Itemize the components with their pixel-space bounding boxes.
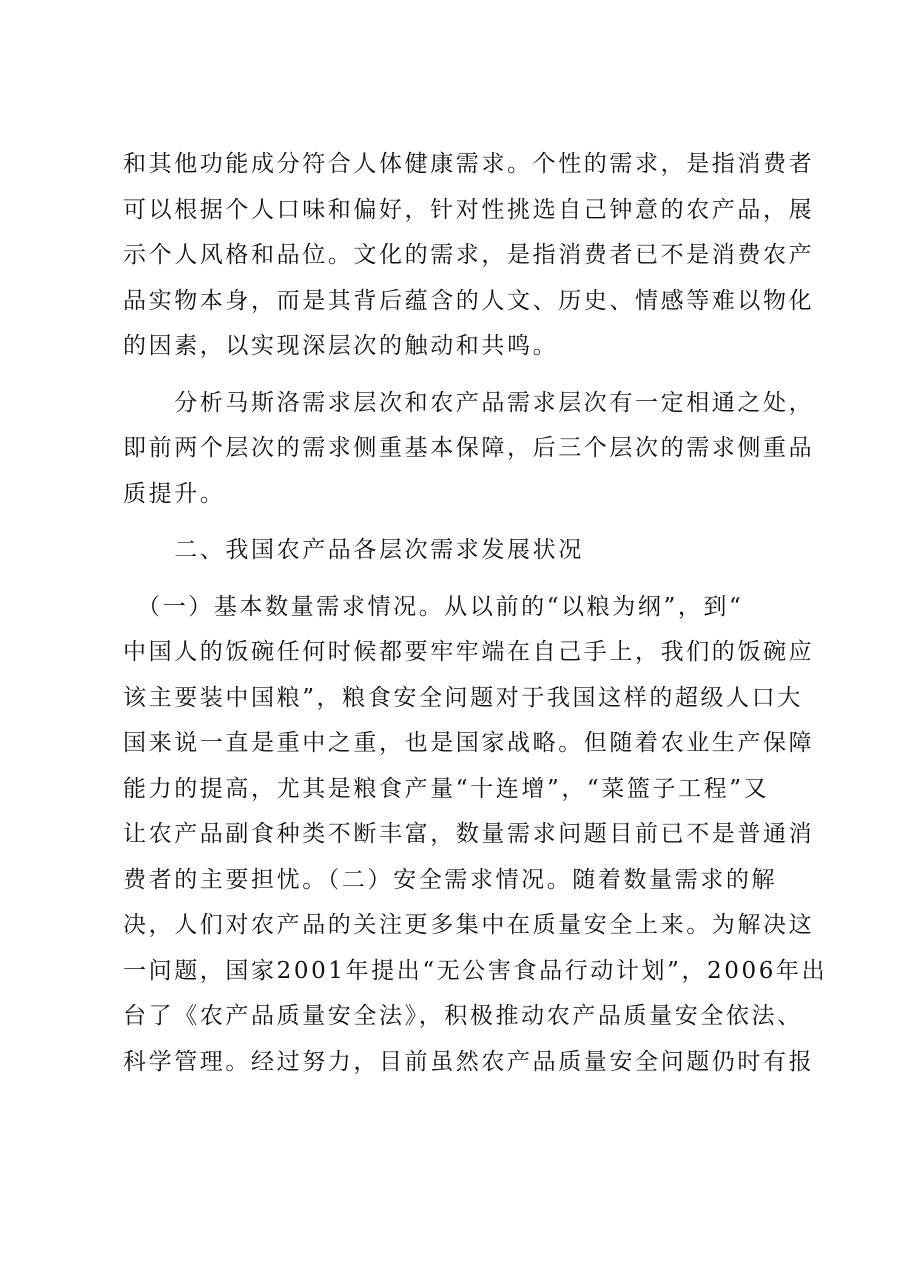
text-line: 能力的提高，尤其是粮食产量“十连增”，“菜篮子工程”又 bbox=[123, 775, 770, 802]
text-line: 质提升。 bbox=[123, 480, 226, 507]
text-line: 让农产品副食种类不断丰富，数量需求问题目前已不是普通消 bbox=[123, 821, 815, 847]
text-line: 示个人风格和品位。文化的需求，是指消费者已不是消费农产 bbox=[123, 242, 815, 268]
text-line: 国来说一直是重中之重，也是国家战略。但随着农业生产保障 bbox=[123, 730, 815, 756]
text-line: （一）基本数量需求情况。从以前的“以粮为纲”，到“ bbox=[123, 593, 744, 620]
text-line: 和其他功能成分符合人体健康需求。个性的需求，是指消费者 bbox=[123, 151, 815, 177]
text-line: 一问题，国家2001年提出“无公害食品行动计划”，2006年出 bbox=[123, 957, 828, 984]
paragraph-quantity-safety-needs bbox=[123, 585, 828, 1086]
paragraph-consumer-needs bbox=[123, 142, 815, 370]
paragraph-maslow-analysis bbox=[123, 381, 815, 518]
text-line: 的因素，以实现深层次的触动和共鸣。 bbox=[123, 333, 559, 359]
text-line: 品实物本身，而是其背后蕴含的人文、历史、情感等难以物化 bbox=[123, 287, 815, 314]
text-line: 中国人的饭碗任何时候都要牢牢端在自己手上，我们的饭碗应 bbox=[123, 639, 815, 665]
document-body bbox=[123, 142, 828, 1085]
text-line: 台了《农产品质量安全法》，积极推动农产品质量安全依法、 bbox=[123, 1003, 803, 1029]
text-line: 分析马斯洛需求层次和农产品需求层次有一定相通之处， bbox=[123, 389, 815, 416]
text-line: 科学管理。经过努力，目前虽然农产品质量安全问题仍时有报 bbox=[123, 1048, 815, 1075]
section-heading-text: 二、我国农产品各层次需求发展状况 bbox=[123, 537, 584, 563]
text-line: 即前两个层次的需求侧重基本保障，后三个层次的需求侧重品 bbox=[123, 435, 815, 461]
text-line: 可以根据个人口味和偏好，针对性挑选自己钟意的农产品，展 bbox=[123, 196, 815, 223]
section-heading bbox=[123, 528, 795, 574]
text-line: 该主要装中国粮”，粮食安全问题对于我国这样的超级人口大 bbox=[123, 684, 803, 711]
text-line: 决，人们对农产品的关注更多集中在质量安全上来。为解决这 bbox=[123, 912, 815, 938]
text-line: 费者的主要担忧。（二）安全需求情况。随着数量需求的解 bbox=[123, 866, 778, 893]
